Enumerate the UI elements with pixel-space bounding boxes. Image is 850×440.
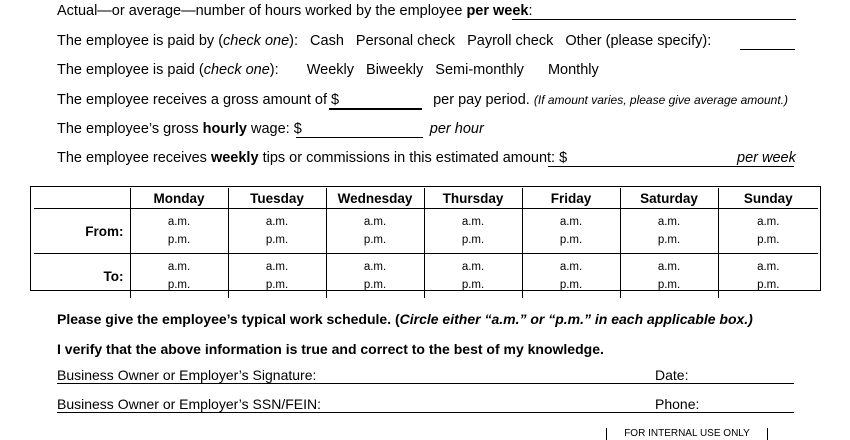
tips-bold: weekly	[210, 150, 259, 166]
pm-option[interactable]: p.m.	[461, 279, 485, 291]
hourly-label: The employee’s gross	[57, 121, 199, 137]
hourly-after: wage: $	[250, 121, 302, 137]
signature-field[interactable]	[57, 383, 794, 384]
gross-amount-field[interactable]	[329, 94, 422, 110]
instruction-part-b: Circle either “a.m.” or “p.m.” in each applicable box.)	[399, 311, 753, 327]
pm-option[interactable]: p.m.	[265, 279, 289, 291]
to-row	[34, 254, 818, 299]
payroll-check-option-label: Payroll check	[467, 33, 554, 49]
from-row	[34, 209, 818, 254]
schedule-header-row	[34, 188, 818, 209]
paid-close: ):	[269, 62, 279, 78]
hourly-wage-field[interactable]	[296, 123, 423, 138]
hourly-bold: hourly	[202, 121, 247, 137]
time-cell[interactable]	[326, 209, 424, 254]
gross-after: per pay period.	[433, 92, 530, 108]
gross-amount-line	[57, 92, 788, 108]
paid-by-label: The employee is paid by (	[57, 33, 224, 49]
hours-field[interactable]	[512, 5, 796, 20]
cash-option-label: Cash	[310, 33, 344, 49]
time-cell[interactable]	[130, 254, 228, 299]
paid-by-close: ):	[289, 33, 298, 49]
day-header: Monday	[130, 188, 228, 209]
time-cell[interactable]	[620, 209, 718, 254]
date-label: Date:	[655, 367, 689, 383]
am-option[interactable]: a.m.	[167, 261, 191, 273]
personal-check-option-label: Personal check	[355, 33, 456, 49]
pm-option[interactable]: p.m.	[363, 234, 387, 246]
corner-cell	[34, 188, 130, 209]
paid-label: The employee is paid (	[57, 62, 204, 78]
time-cell[interactable]	[326, 254, 424, 299]
day-header: Wednesday	[326, 188, 424, 209]
hours-label: Actual—or average—number of hours worked by the employee	[57, 3, 463, 19]
other-specify-field[interactable]	[740, 35, 795, 50]
pm-option[interactable]: p.m.	[757, 279, 780, 291]
weekly-option-label: Weekly	[306, 62, 354, 78]
biweekly-option-label: Biweekly	[366, 62, 424, 78]
day-header: Sunday	[718, 188, 818, 209]
time-cell[interactable]	[522, 254, 620, 299]
day-header: Thursday	[424, 188, 522, 209]
day-header: Saturday	[620, 188, 718, 209]
am-option[interactable]: a.m.	[363, 261, 387, 273]
paid-frequency-line	[57, 62, 599, 78]
signature-label: Business Owner or Employer’s Signature:	[57, 367, 317, 383]
day-header: Tuesday	[228, 188, 326, 209]
phone-label: Phone:	[655, 396, 700, 412]
other-option-label: Other (please specify):	[565, 33, 712, 49]
schedule-instruction	[57, 311, 753, 327]
am-option[interactable]: a.m.	[363, 216, 387, 228]
time-cell[interactable]	[424, 254, 522, 299]
time-cell[interactable]	[620, 254, 718, 299]
hours-colon: :	[528, 3, 533, 19]
am-option[interactable]: a.m.	[657, 261, 681, 273]
tips-after: tips or commissions in this estimated amount: $	[262, 150, 568, 166]
time-cell[interactable]	[522, 209, 620, 254]
hourly-unit: per hour	[429, 121, 484, 137]
am-option[interactable]: a.m.	[265, 261, 289, 273]
time-cell[interactable]	[228, 254, 326, 299]
pm-option[interactable]: p.m.	[757, 234, 780, 246]
gross-label: The employee receives a gross amount of $	[57, 92, 340, 108]
from-label: From:	[34, 209, 130, 254]
hours-per-week: per week	[466, 3, 529, 19]
pm-option[interactable]: p.m.	[167, 234, 191, 246]
pm-option[interactable]: p.m.	[461, 234, 485, 246]
paid-by-check-one: check one	[223, 33, 290, 49]
schedule-table	[34, 188, 818, 298]
paid-by-line	[57, 33, 711, 49]
am-option[interactable]: a.m.	[657, 216, 681, 228]
semimonthly-option-label: Semi-monthly	[435, 62, 524, 78]
pm-option[interactable]: p.m.	[559, 279, 583, 291]
am-option[interactable]: a.m.	[167, 216, 191, 228]
to-label: To:	[34, 254, 130, 299]
am-option[interactable]: a.m.	[559, 261, 583, 273]
time-cell[interactable]	[718, 254, 818, 299]
time-cell[interactable]	[228, 209, 326, 254]
tips-unit: per week	[737, 150, 796, 166]
monthly-option-label: Monthly	[547, 62, 599, 78]
verify-statement: I verify that the above information is true and correct to the best of my knowledge.	[57, 341, 604, 357]
ssn-field[interactable]	[57, 412, 794, 413]
internal-use-tag: FOR INTERNAL USE ONLY	[606, 428, 768, 440]
instruction-part-a: Please give the employee’s typical work schedule. (	[57, 311, 400, 327]
time-cell[interactable]	[424, 209, 522, 254]
am-option[interactable]: a.m.	[461, 216, 485, 228]
day-header: Friday	[522, 188, 620, 209]
am-option[interactable]: a.m.	[461, 261, 485, 273]
pm-option[interactable]: p.m.	[657, 279, 681, 291]
tips-label: The employee receives	[57, 150, 207, 166]
am-option[interactable]: a.m.	[559, 216, 583, 228]
hours-line	[57, 3, 533, 19]
time-cell[interactable]	[718, 209, 818, 254]
pm-option[interactable]: p.m.	[559, 234, 583, 246]
ssn-label: Business Owner or Employer’s SSN/FEIN:	[57, 396, 322, 412]
am-option[interactable]: a.m.	[757, 216, 780, 228]
am-option[interactable]: a.m.	[757, 261, 780, 273]
gross-note: (If amount varies, please give average amount.)	[533, 93, 788, 107]
paid-check-one: check one	[203, 62, 270, 78]
pm-option[interactable]: p.m.	[363, 279, 387, 291]
pm-option[interactable]: p.m.	[265, 234, 289, 246]
pm-option[interactable]: p.m.	[167, 279, 191, 291]
pm-option[interactable]: p.m.	[657, 234, 681, 246]
time-cell[interactable]	[130, 209, 228, 254]
am-option[interactable]: a.m.	[265, 216, 289, 228]
tips-line	[57, 150, 567, 166]
